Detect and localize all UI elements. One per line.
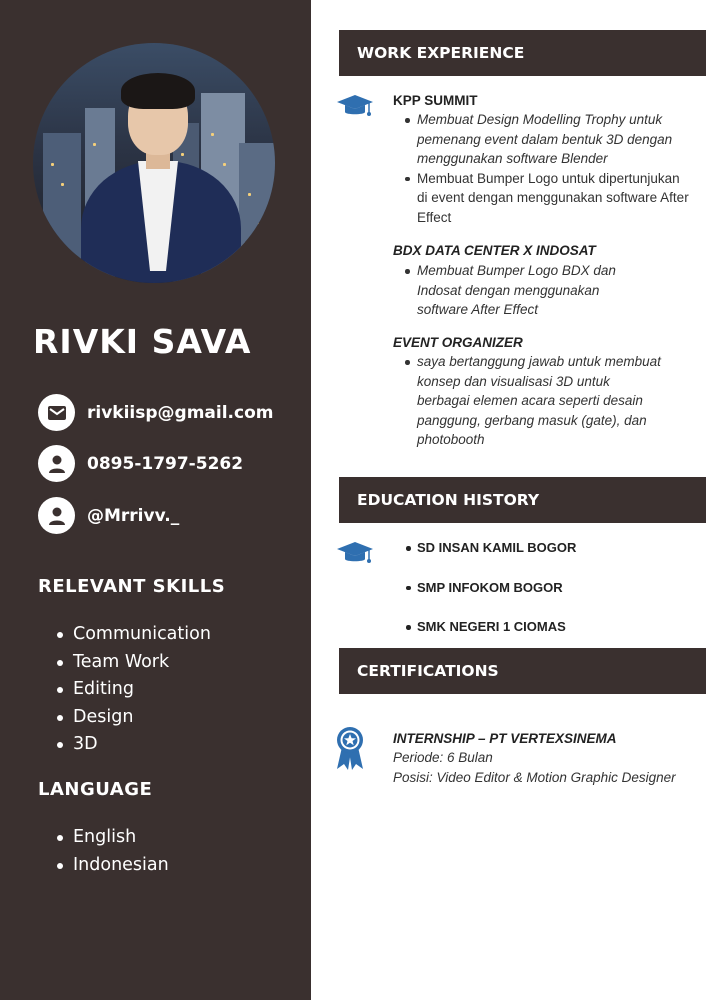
language-heading: LANGUAGE	[38, 779, 153, 800]
education-item: SMP INFOKOM BOGOR	[404, 578, 576, 618]
photo-building	[239, 143, 275, 283]
education-item: SMK NEGERI 1 CIOMAS	[404, 617, 576, 657]
education-heading: EDUCATION HISTORY	[339, 477, 706, 523]
contact-email[interactable]	[38, 394, 273, 431]
job-bullet: saya bertanggung jawab untuk membuat konsep dan visualisasi 3D untuk berbagai elemen acara seperti desain panggung, gerbang masuk (gate), dan photobooth	[402, 352, 662, 450]
skill-item: 3D	[55, 731, 211, 759]
work-experience-heading: WORK EXPERIENCE	[339, 30, 706, 76]
graduation-cap-icon	[336, 540, 374, 571]
job-title: EVENT ORGANIZER	[393, 335, 523, 350]
photo-hair	[121, 73, 195, 109]
skill-item: Communication	[55, 621, 211, 649]
language-list	[55, 824, 169, 879]
skill-item: Editing	[55, 676, 211, 704]
job-bullet: Membuat Bumper Logo BDX dan Indosat dengan menggunakan software After Effect	[402, 261, 652, 320]
email-text[interactable]: rivkiisp@gmail.com	[87, 402, 274, 423]
social-handle-text[interactable]: @Mrrivv._	[87, 505, 180, 526]
job-bullet: Membuat Design Modelling Trophy untuk pemenang event dalam bentuk 3D dengan menggunakan software Blender	[402, 110, 692, 169]
contact-phone[interactable]	[38, 445, 243, 482]
graduation-cap-icon	[336, 93, 374, 124]
language-item: English	[55, 824, 169, 852]
education-list	[404, 538, 576, 657]
job-title: BDX DATA CENTER X INDOSAT	[393, 243, 596, 258]
photo-building	[43, 133, 81, 283]
job-title: KPP SUMMIT	[393, 93, 478, 108]
job-bullets	[402, 352, 662, 450]
language-item: Indonesian	[55, 852, 169, 880]
job-bullets	[402, 261, 652, 320]
certifications-heading: CERTIFICATIONS	[339, 648, 706, 694]
award-ribbon-icon	[334, 725, 366, 776]
mail-icon	[38, 394, 75, 431]
job-bullet: Membuat Bumper Logo untuk dipertunjukan di event dengan menggunakan software After Effect	[402, 169, 692, 228]
skill-item: Team Work	[55, 649, 211, 677]
contact-social[interactable]	[38, 497, 179, 534]
skills-heading: RELEVANT SKILLS	[38, 576, 226, 597]
profile-photo	[33, 43, 275, 283]
sidebar	[0, 0, 311, 1000]
person-icon	[38, 445, 75, 482]
phone-text[interactable]: 0895-1797-5262	[87, 453, 244, 474]
person-name: RIVKI SAVA	[33, 322, 252, 361]
certification-position: Posisi: Video Editor & Motion Graphic Designer	[393, 770, 676, 785]
certification-title: INTERNSHIP – PT VERTEXSINEMA	[393, 731, 617, 746]
certification-period: Periode: 6 Bulan	[393, 750, 493, 765]
skills-list	[55, 621, 211, 759]
person-icon	[38, 497, 75, 534]
job-bullets	[402, 110, 692, 228]
skill-item: Design	[55, 704, 211, 732]
education-item: SD INSAN KAMIL BOGOR	[404, 538, 576, 578]
